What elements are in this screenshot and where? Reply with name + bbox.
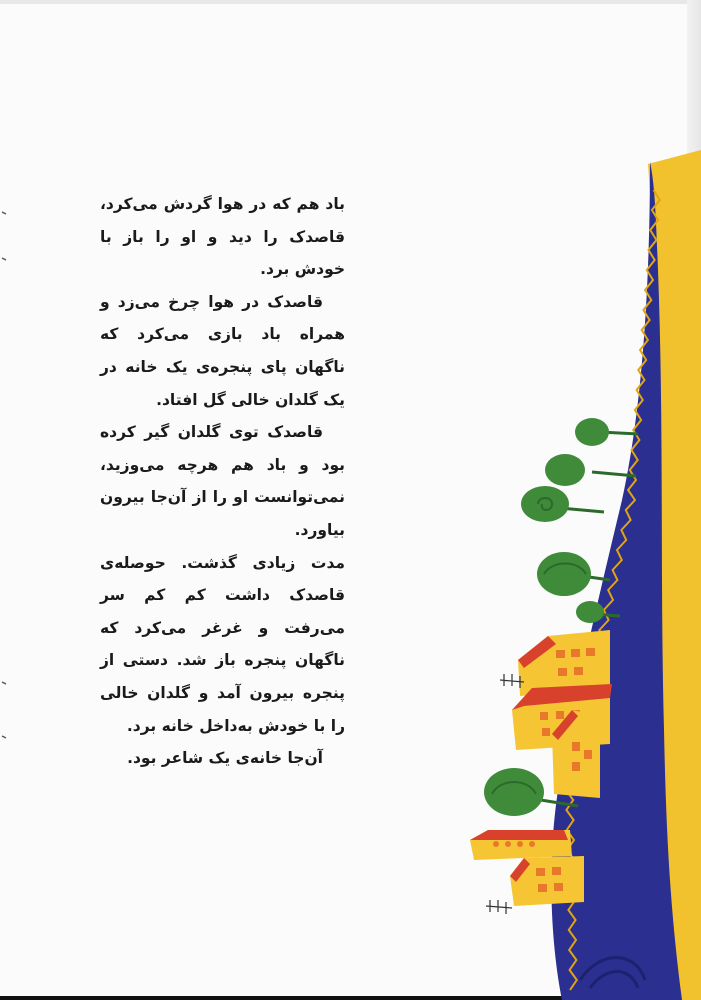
fence-sketch (500, 674, 524, 688)
story-paragraph-4: مدت زیادی گذشت. حوصله‌ی قاصدک داشت کم کم سر می‌رفت و غرغر می‌کرد که ناگهان پنجره باز شد. دستی از پنجره بیرون آمد و گلدان خالی را با خودش به‌داخل خانه برد. (100, 553, 345, 735)
story-paragraph-3: قاصدک توی گلدان گیر کرده بود و باد هم هرچه می‌وزید، نمی‌توانست او را از آن‌جا بیرون بیاورد. (100, 423, 345, 539)
river-village-illustration (460, 150, 701, 1000)
tree (537, 552, 610, 596)
tree (575, 418, 638, 446)
tree (545, 454, 636, 486)
house (510, 856, 584, 906)
story-paragraph-2: قاصدک در هوا چرخ می‌زد و همراه باد بازی می‌کرد که ناگهان پای پنجره‌ی یک خانه در یک گلدان خالی گل افتاد. (100, 292, 345, 409)
story-text (100, 188, 345, 775)
house (470, 830, 572, 860)
story-paragraph-1: باد هم که در هوا گردش می‌کرد، قاصدک را دید و او را باز با خودش برد. (100, 195, 345, 279)
story-paragraph-5: آن‌جا خانه‌ی یک شاعر بود. (127, 749, 323, 768)
binding-marks (0, 0, 8, 1000)
page-top-edge (0, 0, 701, 4)
fence-sketch (486, 900, 512, 914)
tree (521, 486, 604, 522)
